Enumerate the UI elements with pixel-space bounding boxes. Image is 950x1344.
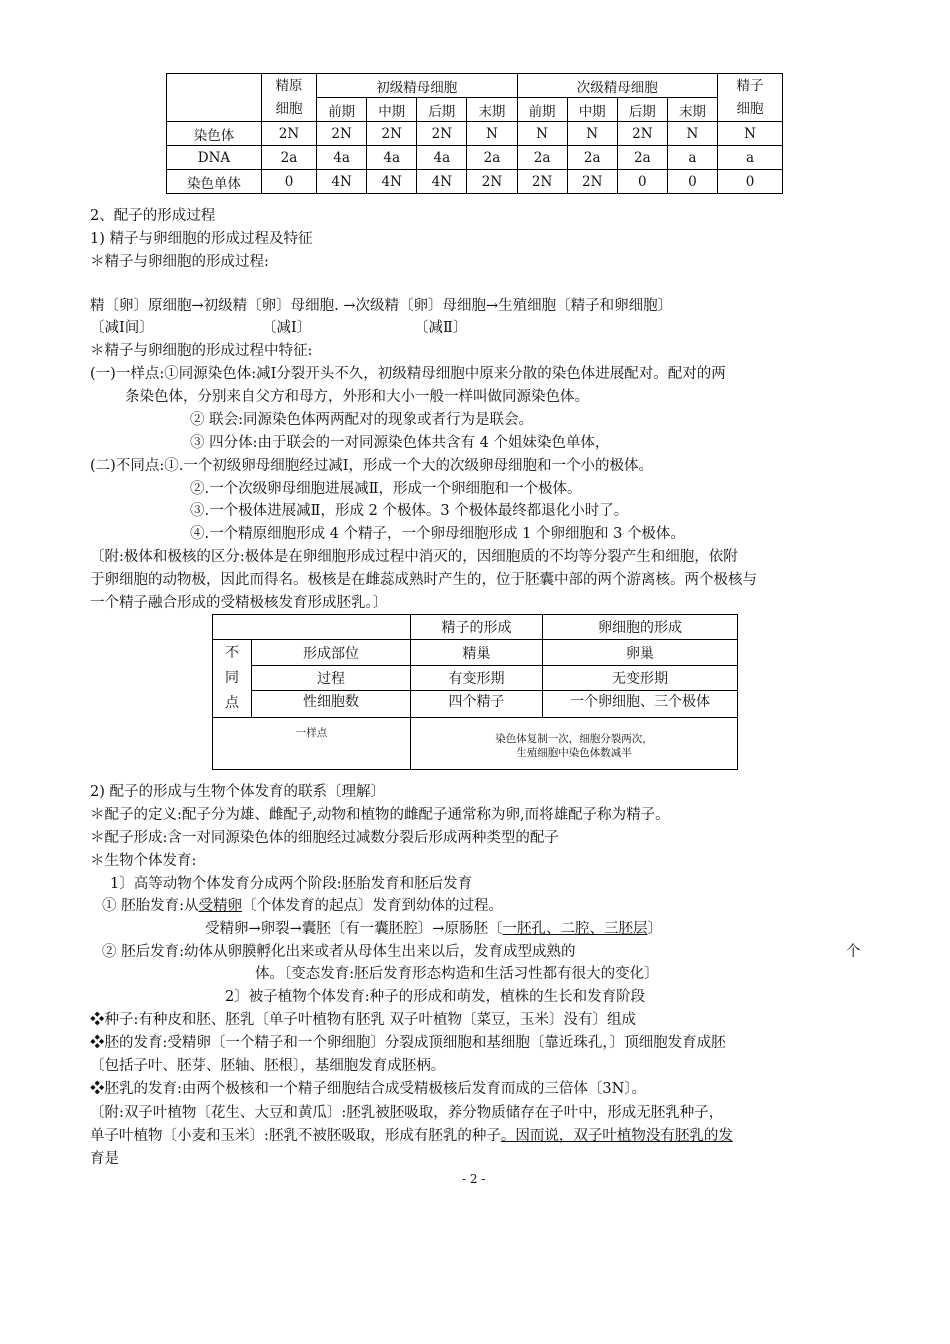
bullet-text: ＊精子与卵细胞的形成过程: — [90, 254, 269, 270]
cell: 0 — [617, 170, 667, 194]
cell: N — [718, 122, 783, 146]
phase-cell: 中期 — [367, 98, 417, 122]
row-label: DNA — [167, 146, 262, 170]
paragraph-line: 2〕被子植物个体发育:种子的形成和萌发，植株的生长和发育阶段 — [225, 989, 646, 1005]
flow-label: 〔减Ⅱ〕 — [414, 320, 468, 336]
phase-cell: 末期 — [467, 98, 517, 122]
page-number: - 2 - — [462, 1172, 486, 1186]
text-span: 单子叶植物〔小麦和玉米〕:胚乳不被胚吸取，形成有胚乳的种子 — [90, 1128, 501, 1144]
paragraph-line: 条染色体，分别来自父方和母方，外形和大小一般一样叫做同源染色体。 — [125, 389, 589, 405]
cell: N — [667, 122, 717, 146]
cell: 2N — [617, 122, 667, 146]
paragraph-line: ② 联会:同源染色体两两配对的现象或者行为是联会。 — [190, 412, 533, 428]
cell: 2N — [467, 170, 517, 194]
same-label: 一样点 — [213, 718, 411, 770]
cell: a — [667, 146, 717, 170]
cell: N — [467, 122, 517, 146]
note-line: 一个精子融合形成的受精极核发育形成胚乳。〕 — [90, 595, 388, 611]
bullet-text: ＊配子的定义:配子分为雄、雌配子,动物和植物的雌配子通常称为卵,而将雄配子称为精子。 — [90, 807, 670, 823]
table-row — [167, 170, 783, 194]
subsection-heading: 2) 配子的形成与生物个体发育的联系〔理解〕 — [90, 784, 385, 800]
cell: 0 — [667, 170, 717, 194]
paragraph-line: ②.一个次级卵母细胞进展减Ⅱ，形成一个卵细胞和一个极体。 — [190, 481, 582, 497]
text-span: 〔个体发育的起点〕发育到幼体的过程。 — [242, 898, 503, 914]
paragraph-line: (二)不同点:①.一个初级卵母细胞经过减Ⅰ，形成一个大的次级卵母细胞和一个小的极体。 — [90, 458, 654, 474]
paragraph-line: ❖胚的发育:受精卵〔一个精子和一个卵细胞〕分裂成顶细胞和基细胞〔靠近珠孔，〕顶细胞发育成胚 — [90, 1035, 726, 1051]
cell: 四个精子 — [411, 691, 543, 718]
section-heading: 2、配子的形成过程 — [90, 208, 216, 224]
note-line: 于卵细胞的动物极，因此而得名。极核是在雌蕊成熟时产生的，位于胚囊中部的两个游离核。两个极核与 — [90, 572, 757, 588]
chromosome-count-table — [166, 73, 783, 194]
paragraph-line: ❖种子:有种皮和胚、胚乳〔单子叶植物有胚乳 双子叶植物〔菜豆，玉米〕没有〕组成 — [90, 1012, 636, 1028]
row-item: 形成部位 — [252, 640, 411, 666]
cell: 4N — [367, 170, 417, 194]
row-item: 性细胞数 — [252, 691, 411, 718]
diff-label: 不 同 点 — [213, 640, 252, 718]
cell: 2N — [417, 122, 467, 146]
bullet-text: ＊精子与卵细胞的形成过程中特征: — [90, 343, 313, 359]
table-row — [167, 122, 783, 146]
cell: 4a — [317, 146, 367, 170]
cell: N — [567, 122, 617, 146]
cell: 2a — [467, 146, 517, 170]
phase-cell: 后期 — [617, 98, 667, 122]
flow-label: 〔减Ⅰ〕 — [262, 320, 312, 336]
text-span: 〕 — [647, 921, 662, 937]
paragraph-line: 个 — [846, 944, 861, 960]
row-label: 染色单体 — [167, 170, 262, 194]
flow-label: 〔减Ⅰ间〕 — [90, 320, 154, 336]
cell: 2a — [517, 146, 567, 170]
text-span: 受精卵→卵裂→囊胚〔有一囊胚腔〕→原肠胚〔 — [205, 921, 503, 937]
paragraph-line: 〔包括子叶、胚芽、胚轴、胚根〕，基细胞发育成胚柄。 — [90, 1058, 446, 1074]
table-row — [167, 146, 783, 170]
paragraph-line: ❖胚乳的发育:由两个极核和一个精子细胞结合成受精极核后发育而成的三倍体〔3N〕。 — [90, 1081, 647, 1097]
cell: 卵巢 — [543, 640, 738, 666]
cell: 有变形期 — [411, 666, 543, 691]
paragraph-line: 体。〔变态发育:胚后发育形态构造和生活习性都有很大的变化〕 — [255, 966, 659, 982]
cell: 4a — [367, 146, 417, 170]
comparison-table — [212, 614, 738, 770]
same-text-line: 染色体复制一次，细胞分裂两次， — [495, 733, 653, 745]
corner-cell — [213, 615, 411, 640]
phase-cell: 中期 — [567, 98, 617, 122]
note-line: 育是 — [90, 1151, 119, 1167]
header-ciji: 次级精母细胞 — [517, 74, 718, 98]
underlined-text: 。因而说，双子叶植物没有胚乳的发 — [500, 1128, 733, 1144]
note-line: 〔附:极体和极核的区分:极体是在卵细胞形成过程中消灭的，因细胞质的不均等分裂产生和细胞，依附 — [90, 549, 738, 565]
paragraph-line: 1〕高等动物个体发育分成两个阶段:胚胎发育和胚后发育 — [110, 876, 473, 892]
same-text-line: 生殖细胞中染色体数减半 — [516, 747, 632, 759]
cell: 0 — [718, 170, 783, 194]
text-span: ① 胚胎发育:从 — [102, 898, 199, 914]
cell: 一个卵细胞、三个极体 — [543, 691, 738, 718]
cell: 2a — [617, 146, 667, 170]
cell: 精巢 — [411, 640, 543, 666]
cell: 无变形期 — [543, 666, 738, 691]
paragraph-line — [102, 898, 503, 915]
cell: 2N — [262, 122, 317, 146]
cell: 4N — [317, 170, 367, 194]
underlined-text: 受精卵 — [198, 898, 242, 914]
formation-flow: 精〔卵〕原细胞→初级精〔卵〕母细胞. →次级精〔卵〕母细胞→生殖细胞〔精子和卵细胞〕 — [90, 298, 673, 314]
cell: 2a — [262, 146, 317, 170]
cell: a — [718, 146, 783, 170]
bullet-text: ＊生物个体发育: — [90, 853, 197, 869]
phase-cell: 后期 — [417, 98, 467, 122]
cell: 2N — [517, 170, 567, 194]
header-jingzi: 精子 细胞 — [718, 74, 783, 122]
header-egg: 卵细胞的形成 — [543, 615, 738, 640]
cell: 2N — [367, 122, 417, 146]
cell: 2N — [317, 122, 367, 146]
phase-cell: 末期 — [667, 98, 717, 122]
cell: 2N — [567, 170, 617, 194]
paragraph-line: ③.一个极体进展减Ⅱ，形成 2 个极体。3 个极体最终都退化小时了。 — [190, 503, 629, 519]
header-jingyuan: 精原 细胞 — [262, 74, 317, 122]
note-line: 〔附:双子叶植物〔花生、大豆和黄瓜〕:胚乳被胚吸取，养分物质储存在子叶中，形成无胚乳种子， — [90, 1105, 724, 1121]
cell: 0 — [262, 170, 317, 194]
paragraph-line: (一)一样点:①同源染色体:减Ⅰ分裂开头不久，初级精母细胞中原来分散的染色体进展配对。配对的两 — [90, 366, 726, 382]
cell: 4a — [417, 146, 467, 170]
row-item: 过程 — [252, 666, 411, 691]
paragraph-line: ③ 四分体:由于联会的一对同源染色体共含有 4 个姐妹染色单体， — [190, 435, 610, 451]
header-chuji: 初级精母细胞 — [317, 74, 518, 98]
paragraph-line: ② 胚后发育:幼体从卵膜孵化出来或者从母体生出来以后，发育成型成熟的 — [102, 944, 576, 960]
bullet-text: ＊配子形成:含一对同源染色体的细胞经过减数分裂后形成两种类型的配子 — [90, 830, 559, 846]
same-text — [411, 718, 738, 770]
subsection-heading: 1) 精子与卵细胞的形成过程及特征 — [90, 231, 313, 247]
underlined-text: 一胚孔、二腔、三胚层 — [502, 921, 648, 937]
paragraph-line — [205, 921, 662, 938]
header-sperm: 精子的形成 — [411, 615, 543, 640]
corner-cell — [167, 74, 262, 122]
cell: 2a — [567, 146, 617, 170]
row-label: 染色体 — [167, 122, 262, 146]
cell: 4N — [417, 170, 467, 194]
phase-cell: 前期 — [517, 98, 567, 122]
paragraph-line: ④.一个精原细胞形成 4 个精子，一个卵母细胞形成 1 个卵细胞和 3 个极体。 — [190, 526, 685, 542]
phase-cell: 前期 — [317, 98, 367, 122]
note-line — [90, 1128, 733, 1145]
cell: N — [517, 122, 567, 146]
